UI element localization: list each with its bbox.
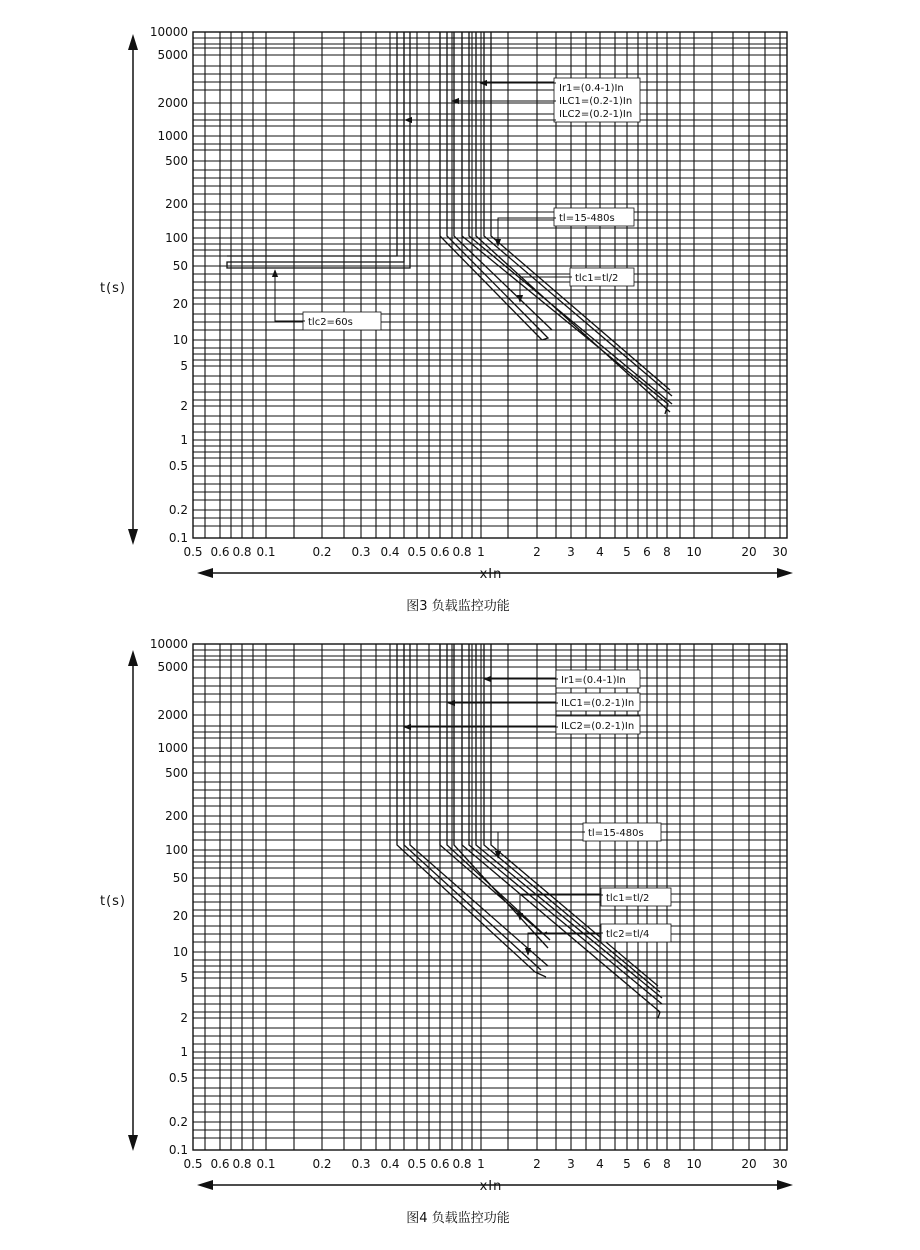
y-tick-label: 10 bbox=[172, 945, 188, 959]
x-tick-label: 0.8 bbox=[232, 545, 252, 559]
anno-tl: tl=15-480s bbox=[559, 213, 615, 224]
y-tick-label: 5 bbox=[180, 359, 188, 373]
x-tick-label: 0.6 bbox=[430, 545, 450, 559]
x-tick-label: 1 bbox=[477, 1157, 485, 1171]
x-axis-arrowhead-right bbox=[777, 568, 793, 578]
x-axis-arrowhead-right bbox=[777, 1180, 793, 1190]
y-tick-label: 2 bbox=[180, 1011, 188, 1025]
figure-4 bbox=[100, 637, 793, 1226]
x-tick-label: 2 bbox=[533, 545, 541, 559]
caption-fig3: 图3 负载监控功能 bbox=[406, 599, 510, 614]
arrow-tl bbox=[498, 218, 556, 246]
x-axis-label: xIn bbox=[479, 567, 503, 582]
x-tick-label: 1 bbox=[477, 545, 485, 559]
anno-tlc2: tlc2=60s bbox=[308, 317, 353, 328]
x-tick-label: 20 bbox=[741, 545, 757, 559]
y-tick-label: 5000 bbox=[157, 48, 188, 62]
anno-tlc1: tlc1=tl/2 bbox=[606, 893, 650, 904]
y-tick-label: 2000 bbox=[157, 708, 188, 722]
anno-ilc2: ILC2=(0.2-1)In bbox=[559, 109, 633, 120]
y-tick-label: 0.1 bbox=[168, 531, 188, 545]
x-tick-label: 0.3 bbox=[351, 545, 371, 559]
y-tick-label: 200 bbox=[165, 197, 188, 211]
y-tick-label: 10 bbox=[172, 333, 188, 347]
arrow-tlc2 bbox=[275, 270, 305, 321]
x-tick-label: 0.2 bbox=[312, 545, 332, 559]
anno-ilc2: ILC2=(0.2-1)In bbox=[561, 721, 635, 732]
x-tick-label: 0.5 bbox=[407, 1157, 427, 1171]
y-tick-label: 0.2 bbox=[168, 1115, 188, 1129]
y-tick-label: 0.5 bbox=[168, 459, 188, 473]
x-tick-label: 10 bbox=[686, 1157, 702, 1171]
y-axis-arrowhead-down bbox=[128, 529, 138, 545]
x-tick-label: 0.3 bbox=[351, 1157, 371, 1171]
x-tick-label: 0.8 bbox=[452, 545, 472, 559]
x-axis-arrowhead-left bbox=[197, 1180, 213, 1190]
x-tick-label: 5 bbox=[623, 545, 631, 559]
y-axis-arrowhead-down bbox=[128, 1135, 138, 1151]
y-tick-label: 0.5 bbox=[168, 1071, 188, 1085]
x-tick-label: 0.5 bbox=[183, 545, 203, 559]
grid-frame bbox=[193, 32, 787, 538]
y-axis-arrowhead-up bbox=[128, 34, 138, 50]
x-tick-label: 20 bbox=[741, 1157, 757, 1171]
x-tick-label: 8 bbox=[663, 545, 671, 559]
y-tick-label: 1000 bbox=[157, 741, 188, 755]
x-tick-label: 0.8 bbox=[452, 1157, 472, 1171]
y-axis-label: t(s) bbox=[99, 894, 127, 909]
y-tick-label: 10000 bbox=[149, 25, 188, 39]
x-tick-label: 0.1 bbox=[256, 545, 276, 559]
x-axis-arrowhead-left bbox=[197, 568, 213, 578]
x-tick-label: 0.5 bbox=[183, 1157, 203, 1171]
y-tick-label: 1000 bbox=[157, 129, 188, 143]
figure-3 bbox=[100, 25, 793, 614]
x-tick-label: 0.6 bbox=[210, 545, 230, 559]
caption-fig4: 图4 负载监控功能 bbox=[406, 1211, 510, 1226]
x-tick-label: 30 bbox=[772, 1157, 788, 1171]
y-axis-arrowhead-up bbox=[128, 650, 138, 666]
x-tick-label: 0.4 bbox=[380, 1157, 400, 1171]
y-tick-label: 20 bbox=[172, 297, 188, 311]
x-tick-label: 30 bbox=[772, 545, 788, 559]
x-tick-label: 0.4 bbox=[380, 545, 400, 559]
y-tick-label: 20 bbox=[172, 909, 188, 923]
y-tick-label: 10000 bbox=[149, 637, 188, 651]
y-axis-label: t(s) bbox=[99, 281, 127, 296]
x-tick-label: 4 bbox=[596, 545, 604, 559]
y-tick-label: 200 bbox=[165, 809, 188, 823]
grid-fig3 bbox=[193, 32, 787, 538]
x-tick-label: 6 bbox=[643, 545, 651, 559]
anno-ir1: Ir1=(0.4-1)In bbox=[561, 675, 626, 686]
y-tick-label: 2000 bbox=[157, 96, 188, 110]
y-tick-label: 100 bbox=[165, 231, 188, 245]
arrow-tl bbox=[498, 832, 585, 858]
y-tick-label: 1 bbox=[180, 433, 188, 447]
y-tick-label: 1 bbox=[180, 1045, 188, 1059]
x-tick-label: 0.8 bbox=[232, 1157, 252, 1171]
x-tick-label: 0.1 bbox=[256, 1157, 276, 1171]
x-tick-label: 3 bbox=[567, 545, 575, 559]
x-tick-label: 8 bbox=[663, 1157, 671, 1171]
anno-ir1: Ir1=(0.4-1)In bbox=[559, 83, 624, 94]
x-tick-label: 3 bbox=[567, 1157, 575, 1171]
y-tick-label: 0.2 bbox=[168, 503, 188, 517]
anno-tlc2: tlc2=tl/4 bbox=[606, 929, 650, 940]
x-tick-label: 0.6 bbox=[210, 1157, 230, 1171]
x-tick-label: 0.5 bbox=[407, 545, 427, 559]
x-tick-label: 0.2 bbox=[312, 1157, 332, 1171]
anno-tl: tl=15-480s bbox=[588, 828, 644, 839]
y-tick-label: 50 bbox=[172, 871, 188, 885]
y-tick-label: 5 bbox=[180, 971, 188, 985]
y-tick-label: 2 bbox=[180, 399, 188, 413]
y-tick-label: 100 bbox=[165, 843, 188, 857]
anno-ilc1: ILC1=(0.2-1)In bbox=[561, 698, 635, 709]
y-tick-label: 0.1 bbox=[168, 1143, 188, 1157]
grid-fig4 bbox=[193, 644, 787, 1150]
x-tick-label: 10 bbox=[686, 545, 702, 559]
x-tick-label: 4 bbox=[596, 1157, 604, 1171]
anno-ilc1: ILC1=(0.2-1)In bbox=[559, 96, 633, 107]
grid-frame bbox=[193, 644, 787, 1150]
y-tick-label: 500 bbox=[165, 154, 188, 168]
y-tick-label: 500 bbox=[165, 766, 188, 780]
anno-tlc1: tlc1=tl/2 bbox=[575, 273, 619, 284]
x-tick-label: 6 bbox=[643, 1157, 651, 1171]
x-tick-label: 5 bbox=[623, 1157, 631, 1171]
y-tick-label: 50 bbox=[172, 259, 188, 273]
x-tick-label: 0.6 bbox=[430, 1157, 450, 1171]
y-tick-label: 5000 bbox=[157, 660, 188, 674]
x-axis-label: xIn bbox=[479, 1179, 503, 1194]
x-tick-label: 2 bbox=[533, 1157, 541, 1171]
